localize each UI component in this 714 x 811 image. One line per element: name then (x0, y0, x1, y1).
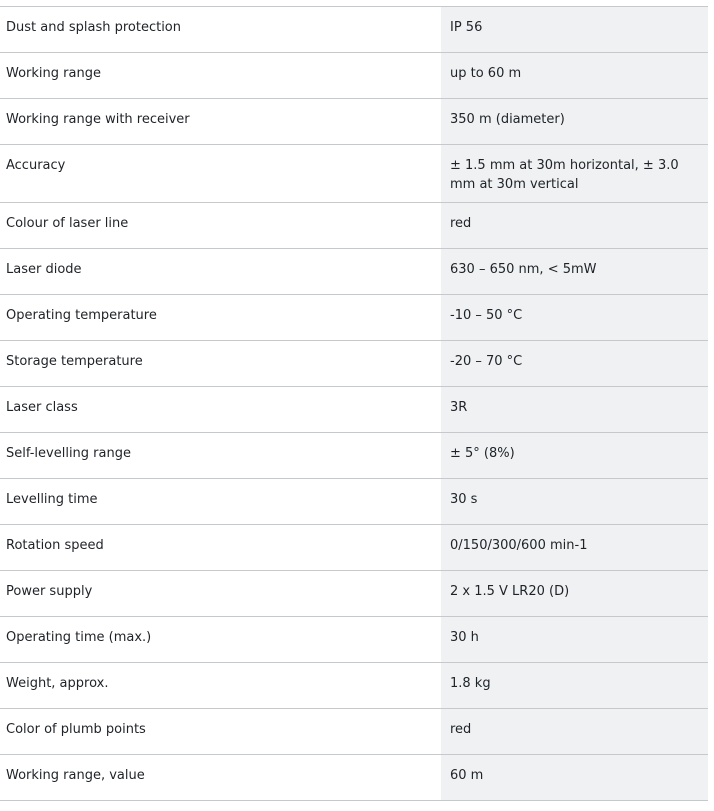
spec-label: Color of plumb points (0, 709, 441, 754)
spec-value: 2 x 1.5 V LR20 (D) (441, 571, 708, 616)
spec-row-plumb-points-colour (0, 709, 708, 755)
spec-row-self-levelling-range (0, 433, 708, 479)
spec-row-laser-line-colour (0, 203, 708, 249)
spec-row-rotation-speed (0, 525, 708, 571)
spec-label: Working range (0, 53, 441, 98)
spec-value: red (441, 709, 708, 754)
spec-label: Storage temperature (0, 341, 441, 386)
spec-row-laser-diode (0, 249, 708, 295)
spec-value: 630 – 650 nm, < 5mW (441, 249, 708, 294)
spec-label: Operating time (max.) (0, 617, 441, 662)
spec-value: red (441, 203, 708, 248)
spec-value: 350 m (diameter) (441, 99, 708, 144)
spec-value: -10 – 50 °C (441, 295, 708, 340)
spec-value: ± 1.5 mm at 30m horizontal, ± 3.0 mm at 30m vertical (441, 145, 708, 202)
spec-value: ± 5° (8%) (441, 433, 708, 478)
spec-value: 3R (441, 387, 708, 432)
spec-label: Levelling time (0, 479, 441, 524)
spec-row-dust-protection (0, 7, 708, 53)
spec-label: Rotation speed (0, 525, 441, 570)
spec-value: 30 h (441, 617, 708, 662)
spec-value: up to 60 m (441, 53, 708, 98)
spec-value: -20 – 70 °C (441, 341, 708, 386)
spec-value: 1.8 kg (441, 663, 708, 708)
spec-label: Accuracy (0, 145, 441, 202)
spec-label: Working range, value (0, 755, 441, 800)
spec-label: Self-levelling range (0, 433, 441, 478)
spec-label: Power supply (0, 571, 441, 616)
spec-row-power-supply (0, 571, 708, 617)
spec-value: 0/150/300/600 min-1 (441, 525, 708, 570)
spec-label: Laser class (0, 387, 441, 432)
spec-row-operating-temperature (0, 295, 708, 341)
spec-label: Laser diode (0, 249, 441, 294)
spec-value: IP 56 (441, 7, 708, 52)
spec-label: Colour of laser line (0, 203, 441, 248)
spec-row-levelling-time (0, 479, 708, 525)
spec-label: Dust and splash protection (0, 7, 441, 52)
spec-row-working-range-value (0, 755, 708, 801)
spec-label: Operating temperature (0, 295, 441, 340)
spec-row-working-range-receiver (0, 99, 708, 145)
spec-label: Weight, approx. (0, 663, 441, 708)
spec-row-accuracy (0, 145, 708, 203)
spec-row-storage-temperature (0, 341, 708, 387)
spec-value: 30 s (441, 479, 708, 524)
spec-row-operating-time (0, 617, 708, 663)
spec-table (0, 6, 708, 801)
spec-row-working-range (0, 53, 708, 99)
spec-label: Working range with receiver (0, 99, 441, 144)
spec-value: 60 m (441, 755, 708, 800)
spec-row-weight (0, 663, 708, 709)
spec-row-laser-class (0, 387, 708, 433)
